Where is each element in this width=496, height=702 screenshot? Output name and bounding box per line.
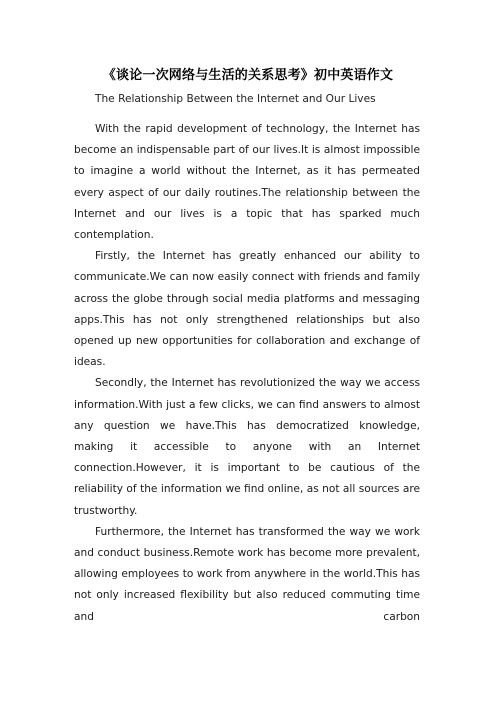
paragraph-4: Furthermore, the Internet has transformed the way we work and conduct business.Remote work has become more prevalent, allowing employees to work from anywhere in the world.This has not only increased flexibility but also reduced commuting time and carbon — [74, 525, 420, 623]
essay-title: The Relationship Between the Internet and Our Lives — [95, 93, 376, 105]
document-title: 《谈论一次网络与生活的关系思考》初中英语作文 — [102, 68, 394, 83]
paragraph-2: Firstly, the Internet has greatly enhanced our ability to communicate.We can now easily connect with friends and family across the globe through social media platforms and messaging apps.This has not only strengthened relationships but also opened up new opportunities for collaboration and exchange of ideas. — [74, 250, 420, 369]
essay-body — [74, 119, 420, 628]
paragraph-3: Secondly, the Internet has revolutionized the way we access information.With just a few clicks, we can find answers to almost any question we have.This has democratized knowledge, making it accessible to anyone with an Internet connection.However, it is important to be cautious of the reliability of the information we find online, as not all sources are trustworthy. — [74, 377, 420, 517]
paragraph-1: With the rapid development of technology, the Internet has become an indispensable part of our lives.It is almost impossible to imagine a world without the Internet, as it has permeated every aspect of our daily routines.The relationship between the Internet and our lives is a topic that has sparked much contemplation. — [74, 123, 420, 242]
